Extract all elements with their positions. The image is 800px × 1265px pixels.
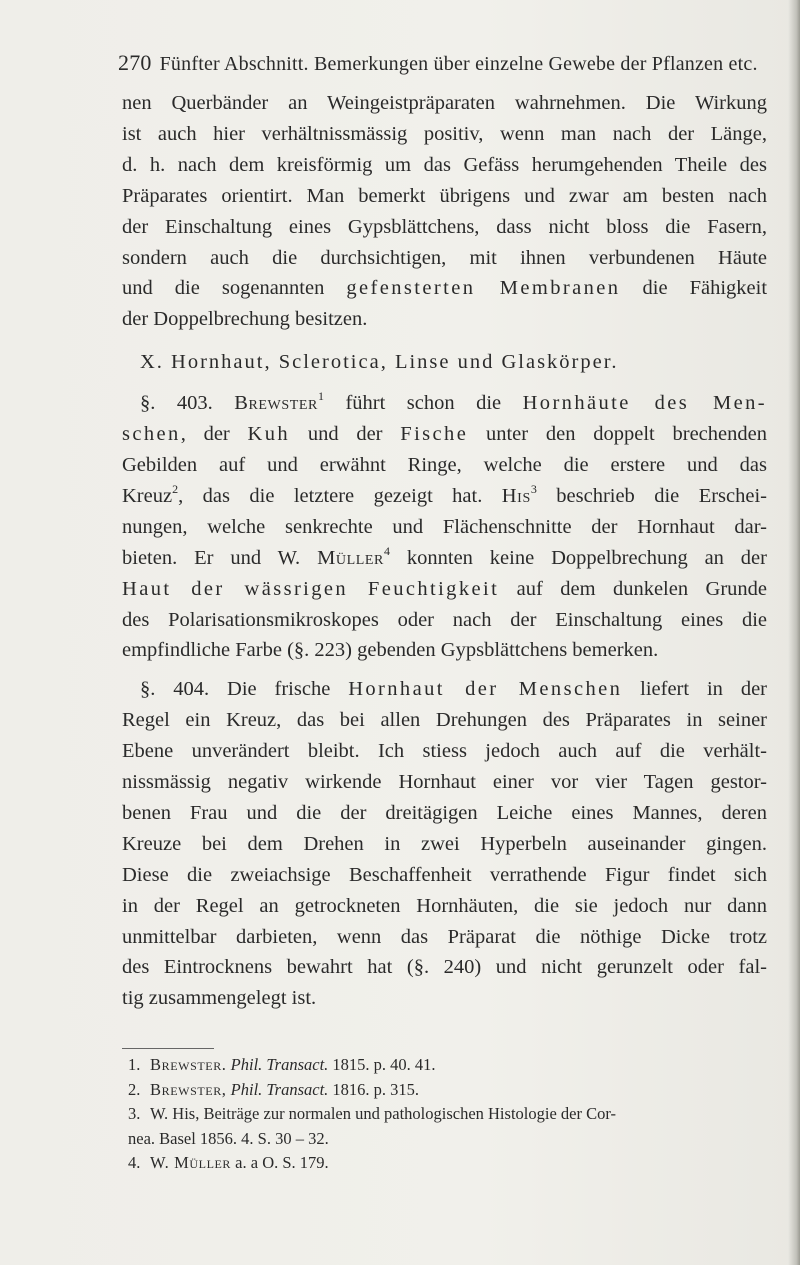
- text-line: nen Querbänder an Weingeistpräparaten wahrnehmen. Die Wirkung: [122, 92, 767, 114]
- text-run: unter den doppelt brechenden: [468, 423, 767, 446]
- spaced-term: gefensterten Membranen: [346, 277, 621, 300]
- text-line: der Doppelbrechung besitzen.: [122, 308, 368, 331]
- section-heading: X. Hornhaut, Sclerotica, Linse und Glaskörper.: [140, 351, 619, 374]
- footnote-number: 2.: [128, 1079, 141, 1099]
- text-line: Regel ein Kreuz, das bei allen Drehungen des Präparates in seiner: [122, 709, 767, 732]
- text-line: empfindliche Farbe (§. 223) gebenden Gypsblättchens bemerken.: [122, 639, 659, 662]
- text-line: Ebene unverändert bleibt. Ich stiess jedoch auch auf die verhält-: [122, 740, 767, 763]
- footnote-ref: 2: [172, 481, 179, 496]
- footnote-author: W. Müller: [150, 1153, 232, 1172]
- text-line: ist auch hier verhältnissmässig positiv, wenn man nach der Länge,: [122, 122, 767, 145]
- text-run: führt schon die: [324, 392, 523, 415]
- spaced-term: Haut der wässrigen Feuchtigkeit: [122, 577, 500, 600]
- text-line: tig zusammengelegt ist.: [122, 987, 317, 1010]
- text-line: [122, 481, 767, 512]
- body-text: [122, 88, 767, 1014]
- page-edge-shadow: [788, 0, 800, 1265]
- text-line: Diese die zweiachsige Beschaffenheit verrathende Figur findet sich: [122, 863, 767, 886]
- text-line: des Eintrocknens bewahrt hat (§. 240) und nicht gerunzelt oder fal-: [122, 956, 767, 979]
- footnote-citation: 1815. p. 40. 41.: [332, 1055, 436, 1074]
- paragraph-1: [122, 88, 767, 335]
- footnote-journal: Phil. Transact.: [230, 1079, 329, 1099]
- footnote-text: W. His, Beiträge zur normalen und pathologischen Histologie der Cor-: [150, 1104, 616, 1123]
- footnote-number: 1.: [128, 1055, 141, 1074]
- text-run: liefert in der: [622, 678, 767, 701]
- text-line: [122, 574, 767, 605]
- footnote-ref: 3: [530, 481, 537, 496]
- spaced-term: Hornhäute des Men-: [522, 392, 767, 415]
- footnote-author: Brewster.: [150, 1055, 227, 1074]
- paragraph-404: [122, 674, 767, 1014]
- spaced-term: Hornhaut der Menschen: [348, 678, 623, 701]
- text-line: nungen, welche senkrechte und Flächenschnitte der Hornhaut dar-: [122, 515, 767, 538]
- running-header: [118, 50, 768, 76]
- running-title: Fünfter Abschnitt. Bemerkungen über einzelne Gewebe der Pflanzen etc.: [159, 53, 758, 75]
- footnote-author: Brewster,: [150, 1079, 227, 1099]
- text-line: [122, 388, 767, 419]
- footnote-rule: [122, 1048, 214, 1049]
- text-run: , das die letztere gezeigt hat.: [178, 484, 502, 507]
- footnote-ref: 1: [318, 389, 324, 404]
- spaced-term: Kuh: [247, 423, 291, 446]
- footnote-citation: a. a O. S. 179.: [235, 1153, 329, 1172]
- text-line: in der Regel an getrockneten Hornhäuten, die sie jedoch nur dann: [122, 894, 767, 917]
- text-run: die Fähigkeit: [620, 277, 768, 300]
- text-line: [122, 543, 767, 574]
- text-line: sondern auch die durchsichtigen, mit ihnen verbundenen Häute: [122, 246, 767, 269]
- text-run: bieten. Er und W.: [122, 546, 318, 569]
- footnote-number: 4.: [128, 1153, 141, 1172]
- footnote-4: [128, 1151, 768, 1176]
- author-name: Müller: [317, 546, 384, 569]
- paragraph-gap: [122, 666, 767, 674]
- footnote-3-continued: nea. Basel 1856. 4. S. 30 – 32.: [128, 1128, 329, 1148]
- text-run: beschrieb die Erschei-: [536, 484, 767, 507]
- text-run: , der: [180, 423, 248, 446]
- text-line: Präparates orientirt. Man bemerkt übrigens und zwar am besten nach: [122, 184, 767, 207]
- footnote-citation: 1816. p. 315.: [332, 1079, 420, 1099]
- text-run: Kreuz: [122, 484, 173, 507]
- spaced-term: schen: [122, 423, 181, 446]
- footnotes: [128, 1053, 768, 1176]
- text-run: auf dem dunkelen Grunde: [499, 577, 768, 600]
- text-run: konnten keine Doppelbrechung an der: [390, 546, 767, 569]
- paragraph-403: [122, 388, 767, 666]
- footnote-ref: 4: [384, 543, 390, 558]
- text-run: und die sogenannten: [122, 277, 347, 300]
- text-run: und der: [290, 423, 401, 446]
- text-line: benen Frau und die der dreitägigen Leiche eines Mannes, deren: [122, 801, 767, 824]
- footnote-1: [128, 1053, 768, 1078]
- footnote-2: [128, 1078, 768, 1103]
- text-line: d. h. nach dem kreisförmig um das Gefäss herumgehenden Theile des: [122, 153, 767, 176]
- text-line: [122, 674, 767, 705]
- text-line: der Einschaltung eines Gypsblättchens, dass nicht bloss die Fasern,: [122, 215, 767, 238]
- spaced-term: Fische: [400, 423, 469, 446]
- text-line: nissmässig negativ wirkende Hornhaut einer vor vier Tagen gestor-: [122, 771, 767, 794]
- page-number: 270: [118, 50, 152, 75]
- text-line: [122, 273, 767, 304]
- text-line: Kreuze bei dem Drehen in zwei Hyperbeln auseinander gingen.: [122, 832, 767, 855]
- author-name: His: [501, 484, 531, 507]
- text-line: Gebilden auf und erwähnt Ringe, welche die erstere und das: [122, 453, 767, 476]
- footnote-3: [128, 1102, 768, 1127]
- text-line: [122, 419, 767, 450]
- author-name: Brewster: [234, 392, 318, 415]
- footnote-number: 3.: [128, 1104, 141, 1123]
- footnote-journal: Phil. Transact.: [230, 1055, 329, 1074]
- section-number: §. 403.: [140, 392, 235, 415]
- text-line: unmittelbar darbieten, wenn das Präparat die nöthige Dicke trotz: [122, 925, 767, 948]
- text-line: des Polarisationsmikroskopes oder nach der Einschaltung eines die: [122, 608, 767, 631]
- text-run: §. 404. Die frische: [140, 678, 349, 701]
